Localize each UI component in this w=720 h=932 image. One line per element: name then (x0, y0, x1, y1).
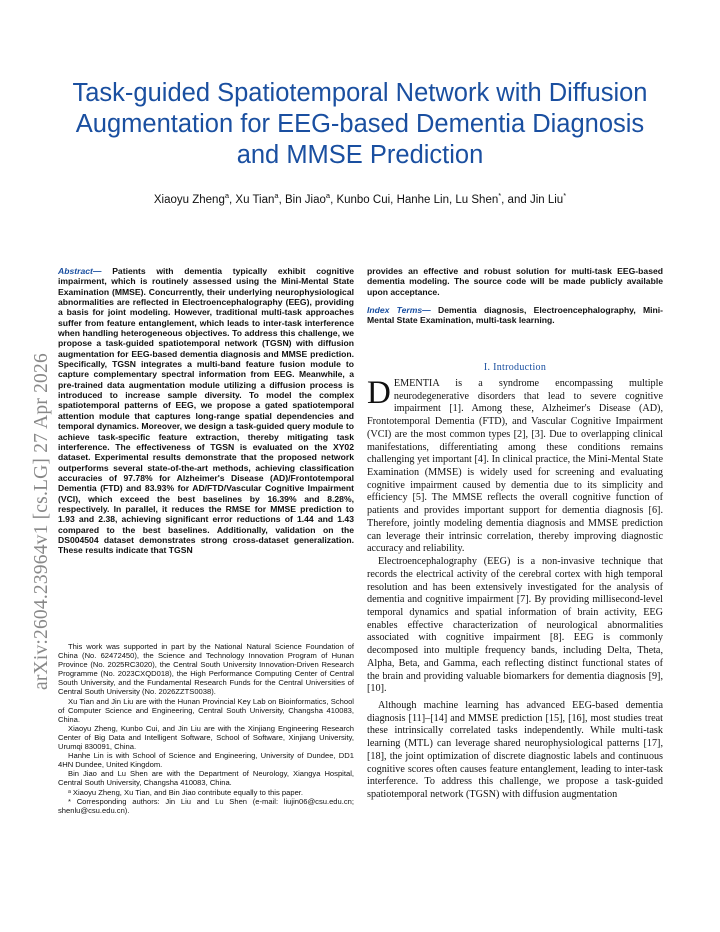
author: Kunbo Cui (336, 193, 391, 206)
footnote: Xu Tian and Jin Liu are with the Hunan Provincial Key Lab on Bioinformatics, School of Computer Science and Engineering, Central South University, Changsha 410083, China. (58, 696, 354, 724)
author-mark: * (498, 191, 502, 200)
author: Lu Shen (455, 193, 499, 206)
footnote: ᵃ Xiaoyu Zheng, Xu Tian, and Bin Jiao contribute equally to this paper. (68, 787, 304, 797)
arxiv-stamp: arXiv:2604.23964v1 [cs.LG] 27 Apr 2026 (31, 353, 52, 690)
author-list: Xiaoyu Zheng$^a$, Xu Tian$^a$, Bin Jiao$^a$, Kunbo Cui, Hanhe Lin, Lu Shen*, and Jin Liu* (153, 191, 567, 206)
footnote: Hanhe Lin is with School of Science and Engineering, University of Dundee, DD1 4HN Dundee, United Kingdom. (58, 751, 354, 770)
paragraph: Although machine learning has advanced EEG-based dementia diagnosis [11]–[14] and MMSE prediction [15], [16], most studies treat these intrinsically correlated tasks independently. While multi-task learning (MTL) can leverage shared neurophysiological patterns [17], [18], the joint optimization of discrete diagnostic labels and continuous cognitive scores often causes feature entanglement, leading to inter-task interference. To address this challenge, we propose a task-guided spatiotemporal network (TGSN) with diffusion augmentation (367, 699, 663, 800)
author: Xu Tian (235, 193, 275, 206)
abstract-continuation: provides an effective and robust solution for multi-task EEG-based dementia modeling. The source code will be made publicly available upon acceptance. (367, 266, 663, 297)
author: Bin Jiao (284, 193, 326, 206)
index-terms-text: Dementia diagnosis, Electroencephalography, Mini-Mental State Examination, multi-task learning. (367, 305, 664, 326)
abstract-text: Patients with dementia typically exhibit cognitive impairment, which is routinely assessed using the Mini-Mental State Examination (MMSE). Concurrently, their underlying neurophysiological abnormalities are reflected in Electroencephalography (EEG), providing a basis for joint modeling. However, traditional multi-task approaches suffer from feature entanglement, which leads to inter-task interference when handling heterogeneous objectives. To address this challenge, we propose a task-guided spatiotemporal network (TGSN) with diffusion augmentation for EEG-based dementia diagnosis and MMSE prediction. Specifically, TGSN integrates a multi-band feature fusion module to capture complementary spectral information from EEG. Meanwhile, a pre-trained data augmentation module utilizing a diffusion process is introduced to increase sample diversity. To model the complex spatiotemporal patterns of EEG, we propose a gated spatiotemporal attention module that captures long-range spatial dependencies and temporal dynamics. Moreover, we design a task-guided query module to achieve task-specific feature extraction, thereby mitigating task interference. The effectiveness of TGSN is evaluated on the XY02 dataset. Experimental results demonstrate that the proposed network outperforms several state-of-the-art methods, achieving classification accuracies of 97.78% for Alzheimer's Disease (AD)/Frontotemporal Dementia (FTD) and 83.93% for AD/FTD/Vascular Cognitive Impairment (VCI), which exceed the best baselines by 16.39% and 8.28%, respectively. In parallel, it reduces the RMSE for MMSE prediction to 1.93 and 2.38, achieving significant error reductions of 1.44 and 1.43 compared to the best baselines. Additionally, validation on the DS004504 dataset demonstrates strong cross-dataset generalization. These results indicate that TGSN (58, 266, 354, 556)
abstract (58, 266, 354, 556)
right-column-top (367, 266, 663, 326)
footnote: Bin Jiao and Lu Shen are with the Department of Neurology, Xiangya Hospital, Central South University, Changsha 410083, China. (58, 769, 354, 788)
author: Xiaoyu Zheng (153, 193, 225, 206)
index-terms (367, 305, 663, 326)
paragraph-text: EMENTIA is a syndrome encompassing multiple neurodegenerative disorders that lead to severe cognitive impairment [1]. Among these, Alzheimer's Disease (AD), Frontotemporal Dementia (FTD), and Vascular Cognitive Impairment (VCI) are the most common types [2], [3]. Due to overlapping clinical manifestations, differentiating among these conditions remains challenging yet important [4]. In clinical practice, the Mini-Mental State Examination (MMSE) is widely used for screening and evaluating cognitive impairment caused by dementia due to its simplicity and efficiency [5]. The MMSE reflects the overall cognitive function of patients and provides important support for dementia diagnosis [6]. Therefore, jointly modeling dementia diagnosis and MMSE prediction can leverage their intrinsic correlation, thereby improving diagnostic accuracy and reliability. (367, 378, 663, 555)
abstract-label: Abstract— (58, 266, 102, 276)
abstract-block (58, 266, 354, 556)
introduction-body (367, 375, 663, 802)
drop-cap: D (367, 375, 391, 411)
author: Hanhe Lin (396, 193, 449, 206)
index-terms-label: Index Terms— (367, 305, 431, 316)
footnotes (58, 642, 354, 815)
paragraph (367, 375, 663, 556)
author-mark: a (325, 191, 331, 200)
author: Jin Liu (529, 193, 564, 206)
author-mark: * (563, 191, 567, 200)
footnote: This work was supported in part by the National Natural Science Foundation of China (No. 62472450), the Science and Technology Innovation Program of Hunan Province (No. 2025RC3020), the Central South University Innovation-Driven Research Programme (No. 2023CXQD018), the High Performance Computing Center of Central South University, and the Fundamental Research Funds for the Central Universities of Central South University (No. 2026ZZTS0038). (58, 642, 354, 697)
author-mark: a (224, 191, 230, 200)
footnote: Xiaoyu Zheng, Kunbo Cui, and Jin Liu are with the Xinjiang Engineering Research Center of Big Data and Intelligent Software, School of Software, Xinjiang University, Urumqi 830091, China. (58, 723, 354, 752)
paragraph: Electroencephalography (EEG) is a non-invasive technique that records the electrical activity of the cerebral cortex with high temporal resolution and has been extensively investigated for the analysis of dementia and cognitive impairment [7]. By providing millisecond-level temporal dynamics and spatial information of brain activity, EEG enables effective characterization of neurological abnormalities associated with cognitive impairment [8]. EEG is commonly decomposed into multiple frequency bands, including Delta, Theta, Alpha, Beta, and Gamma, each reflecting distinct functional states of the brain and providing valuable biomarkers for dementia diagnosis [9], [10]. (367, 556, 663, 695)
section-heading: I. Introduction (483, 362, 547, 373)
paper-title: Task-guided Spatiotemporal Network with Diffusion Augmentation for EEG-based Dementia Diagnosis and MMSE Prediction (72, 79, 648, 169)
footnote: * Corresponding authors: Jin Liu and Lu Shen (e-mail: liujin06@csu.edu.cn; shenlu@csu.edu.cn). (58, 796, 354, 815)
author-mark: a (274, 191, 279, 200)
